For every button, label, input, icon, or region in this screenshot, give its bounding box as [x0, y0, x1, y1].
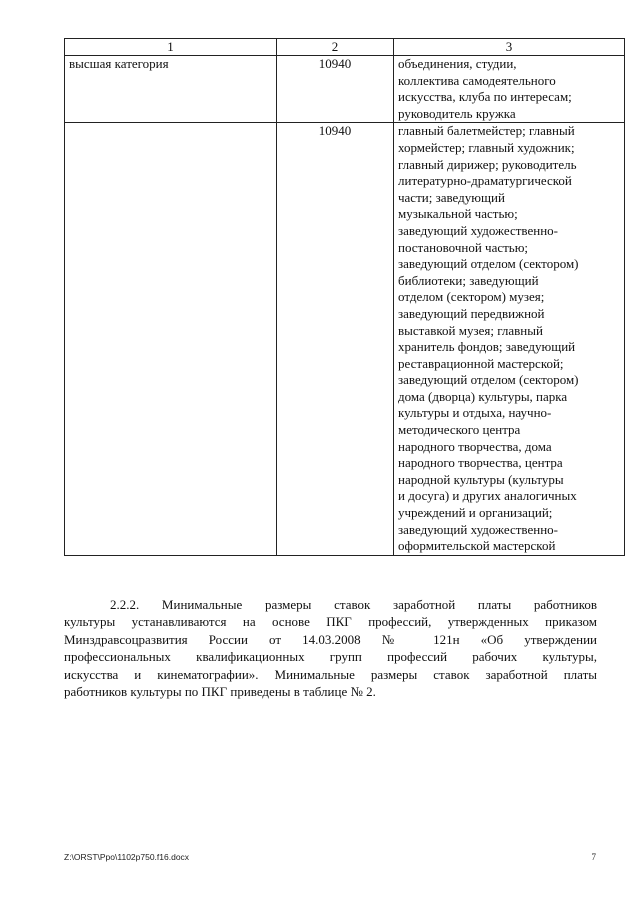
- header-col-1: 1: [65, 39, 277, 56]
- table-row: [65, 56, 625, 123]
- paragraph-line: работников культуры по ПКГ приведены в таблице № 2.: [64, 684, 376, 700]
- header-col-2: 2: [277, 39, 394, 56]
- row-1-positions: [394, 56, 625, 123]
- paragraph-line: профессиональных квалификационных групп профессий рабочих культуры,: [64, 649, 597, 665]
- position-line: музыкальной частью;: [398, 206, 518, 222]
- position-line: хормейстер; главный художник;: [398, 139, 575, 155]
- position-line: главный балетмейстер; главный: [398, 123, 575, 139]
- position-line: заведующий отделом (сектором): [398, 372, 579, 388]
- position-line: искусства, клуба по интересам;: [398, 89, 572, 105]
- body-paragraph: [64, 596, 597, 700]
- position-line: народного творчества, дома: [398, 438, 552, 454]
- position-line: оформительской мастерской: [398, 538, 556, 554]
- position-line: библиотеки; заведующий: [398, 272, 539, 288]
- row-1-category: высшая категория: [65, 56, 277, 123]
- position-line: главный дирижер; руководитель: [398, 156, 577, 172]
- position-line: заведующий передвижной: [398, 305, 545, 321]
- position-line: руководитель кружка: [398, 105, 516, 121]
- position-line: постановочной частью;: [398, 239, 529, 255]
- position-line: отделом (сектором) музея;: [398, 289, 545, 305]
- paragraph-line: искусства и кинематографии». Минимальные размеры ставок заработной платы: [64, 666, 597, 682]
- position-line: литературно-драматургической: [398, 173, 572, 189]
- position-line: культуры и отдыха, научно-: [398, 405, 552, 421]
- row-2-positions: [394, 123, 625, 555]
- row-1-salary: 10940: [277, 56, 394, 123]
- position-line: объединения, студии,: [398, 56, 517, 71]
- position-line: и досуга) и других аналогичных: [398, 488, 577, 504]
- table-header-row: [65, 39, 625, 56]
- position-line: заведующий художественно-: [398, 521, 558, 537]
- position-line: народного творчества, центра: [398, 455, 563, 471]
- position-line: хранитель фондов; заведующий: [398, 339, 576, 355]
- position-line: выставкой музея; главный: [398, 322, 543, 338]
- table-row: [65, 123, 625, 555]
- position-line: методического центра: [398, 422, 521, 438]
- header-col-3: 3: [394, 39, 625, 56]
- position-line: учреждений и организаций;: [398, 505, 553, 521]
- position-line: части; заведующий: [398, 189, 505, 205]
- position-line: заведующий художественно-: [398, 222, 558, 238]
- page-number: 7: [591, 852, 596, 862]
- position-line: реставрационной мастерской;: [398, 355, 564, 371]
- salary-table: [64, 38, 625, 556]
- position-line: заведующий отделом (сектором): [398, 256, 579, 272]
- position-line: дома (дворца) культуры, парка: [398, 388, 568, 404]
- row-2-category: [65, 123, 277, 555]
- position-line: коллектива самодеятельного: [398, 72, 556, 88]
- row-2-salary: 10940: [277, 123, 394, 555]
- paragraph-line: культуры устанавливаются на основе ПКГ профессий, утвержденных приказом: [64, 614, 597, 630]
- position-line: народной культуры (культуры: [398, 471, 564, 487]
- paragraph-line: 2.2.2. Минимальные размеры ставок заработной платы работников: [110, 597, 597, 612]
- paragraph-line: Минздравсоцразвития России от 14.03.2008 № 121н «Об утверждении: [64, 631, 597, 647]
- footer-file-path: Z:\ORST\Ppo\1102p750.f16.docx: [64, 852, 190, 862]
